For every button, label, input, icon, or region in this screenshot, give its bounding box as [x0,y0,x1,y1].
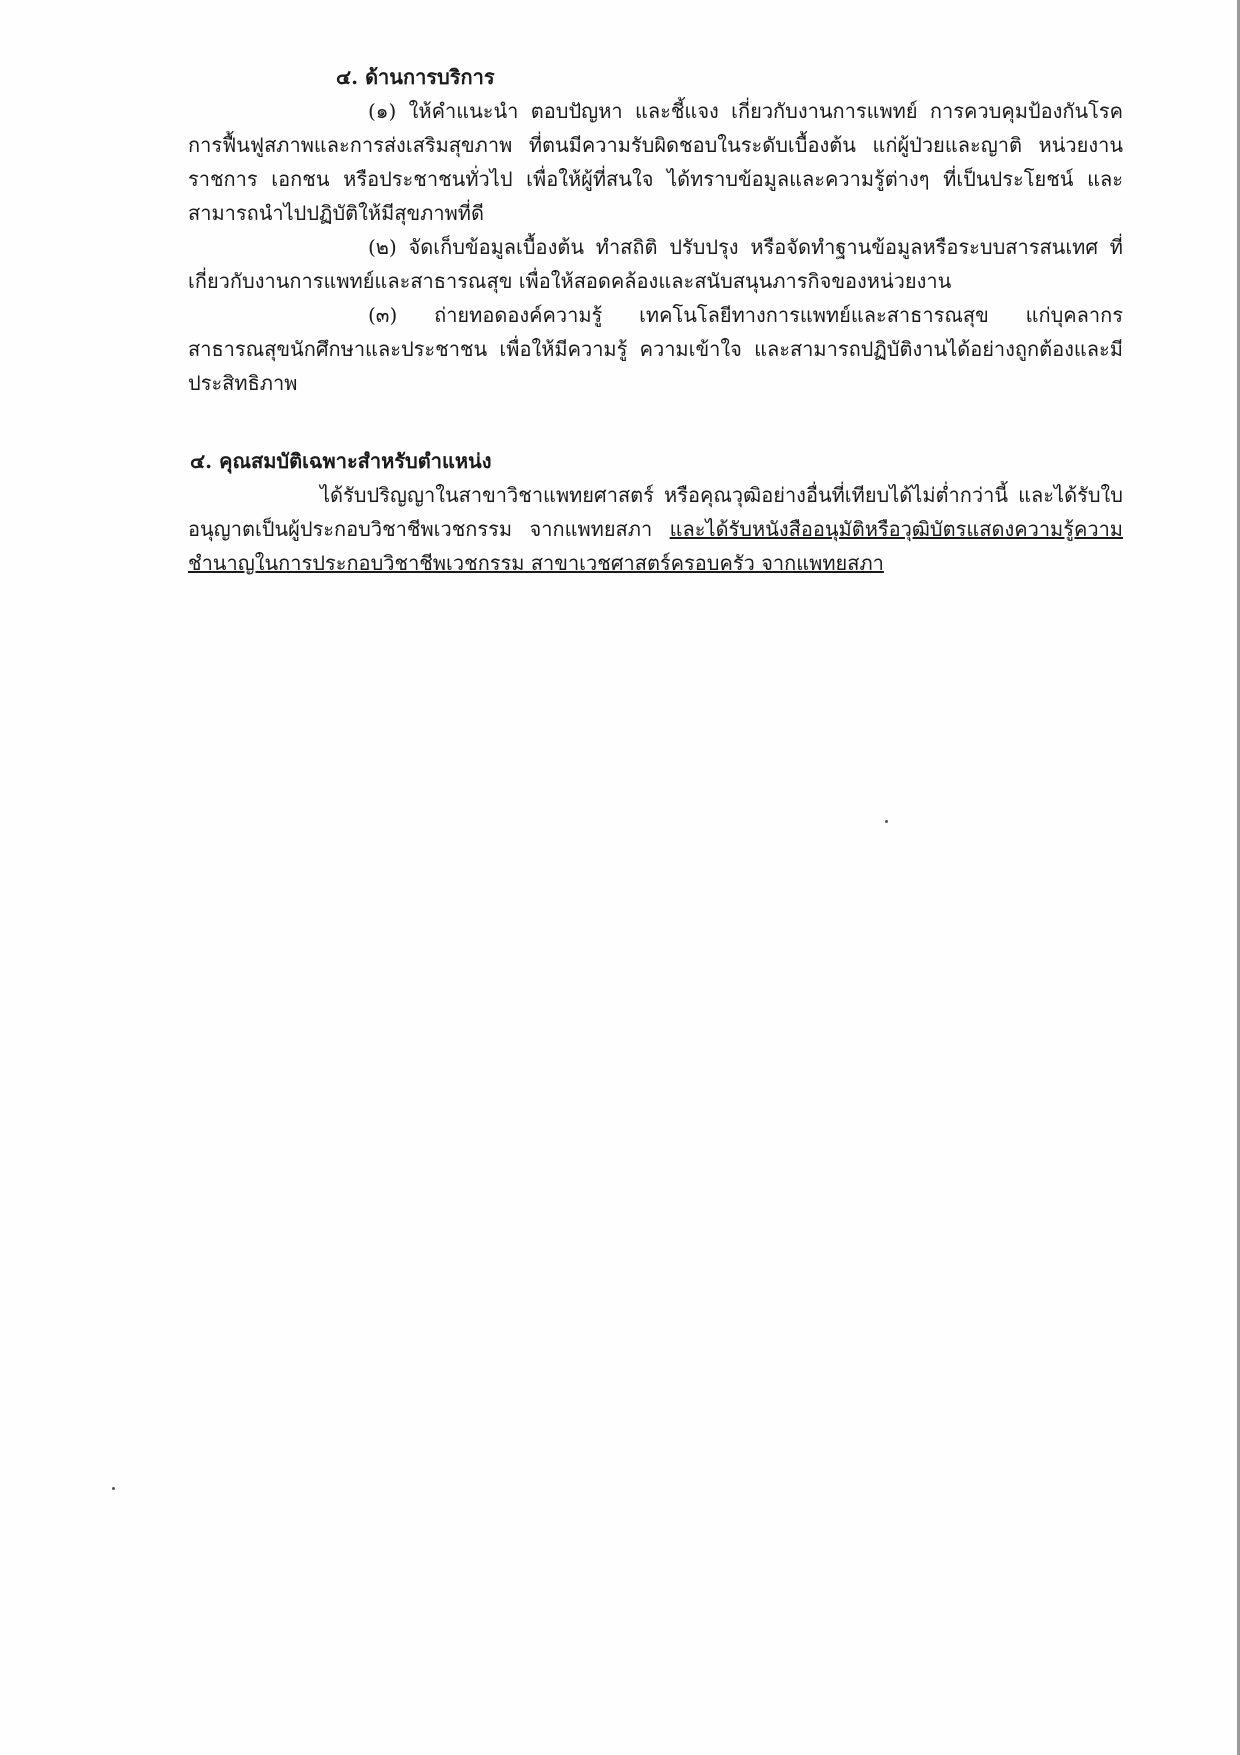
scan-speck [885,820,888,823]
service-item-1: (๑) ให้คำแนะนำ ตอบปัญหา และชี้แจง เกี่ยวกับงานการแพทย์ การควบคุมป้องกันโรค การฟื้นฟูสภาพและการส่งเสริมสุขภาพ ที่ตนมีความรับผิดชอบในระดับเบื้องต้น แก่ผู้ป่วยและญาติ หน่วยงานราชการ เอกชน หรือประชาชนทั่วไป เพื่อให้ผู้ที่สนใจ ได้ทราบข้อมูลและความรู้ต่างๆ ที่เป็นประโยชน์ และสามารถนำไปปฏิบัติให้มีสุขภาพที่ดี [188,99,1123,225]
qualification-paragraph [188,478,1123,580]
scan-speck [112,1487,115,1490]
document-body [188,60,1123,580]
section-heading-qualification: ๔. คุณสมบัติเฉพาะสำหรับตำแหน่ง [190,449,492,473]
section-heading-service: ๔. ด้านการบริการ [336,65,495,89]
service-item-3: (๓) ถ่ายทอดองค์ความรู้ เทคโนโลยีทางการแพทย์และสาธารณสุข แก่บุคลากรสาธารณสุขนักศึกษาและประชาชน เพื่อให้มีความรู้ ความเข้าใจ และสามารถปฏิบัติงานได้อย่างถูกต้องและมีประสิทธิภาพ [188,303,1123,395]
qualification-underlined-text: และได้รับหนังสืออนุมัติหรือวุฒิบัตรแสดงความรู้ความชำนาญในการประกอบวิชาชีพเวชกรรม สาขาเวชศาสตร์ครอบครัว จากแพทยสภา [188,517,1123,575]
service-item-2: (๒) จัดเก็บข้อมูลเบื้องต้น ทำสถิติ ปรับปรุง หรือจัดทำฐานข้อมูลหรือระบบสารสนเทศ ที่เกี่ยวกับงานการแพทย์และสาธารณสุข เพื่อให้สอดคล้องและสนับสนุนภารกิจของหน่วยงาน [188,235,1123,293]
qualification-text: ได้รับปริญญาในสาขาวิชาแพทยศาสตร์ หรือคุณวุฒิอย่างอื่นที่เทียบได้ไม่ต่ำกว่านี้ และได้รับใบอนุญาตเป็นผู้ประกอบวิชาชีพเวชกรรม จากแพทยสภา [188,483,1123,541]
